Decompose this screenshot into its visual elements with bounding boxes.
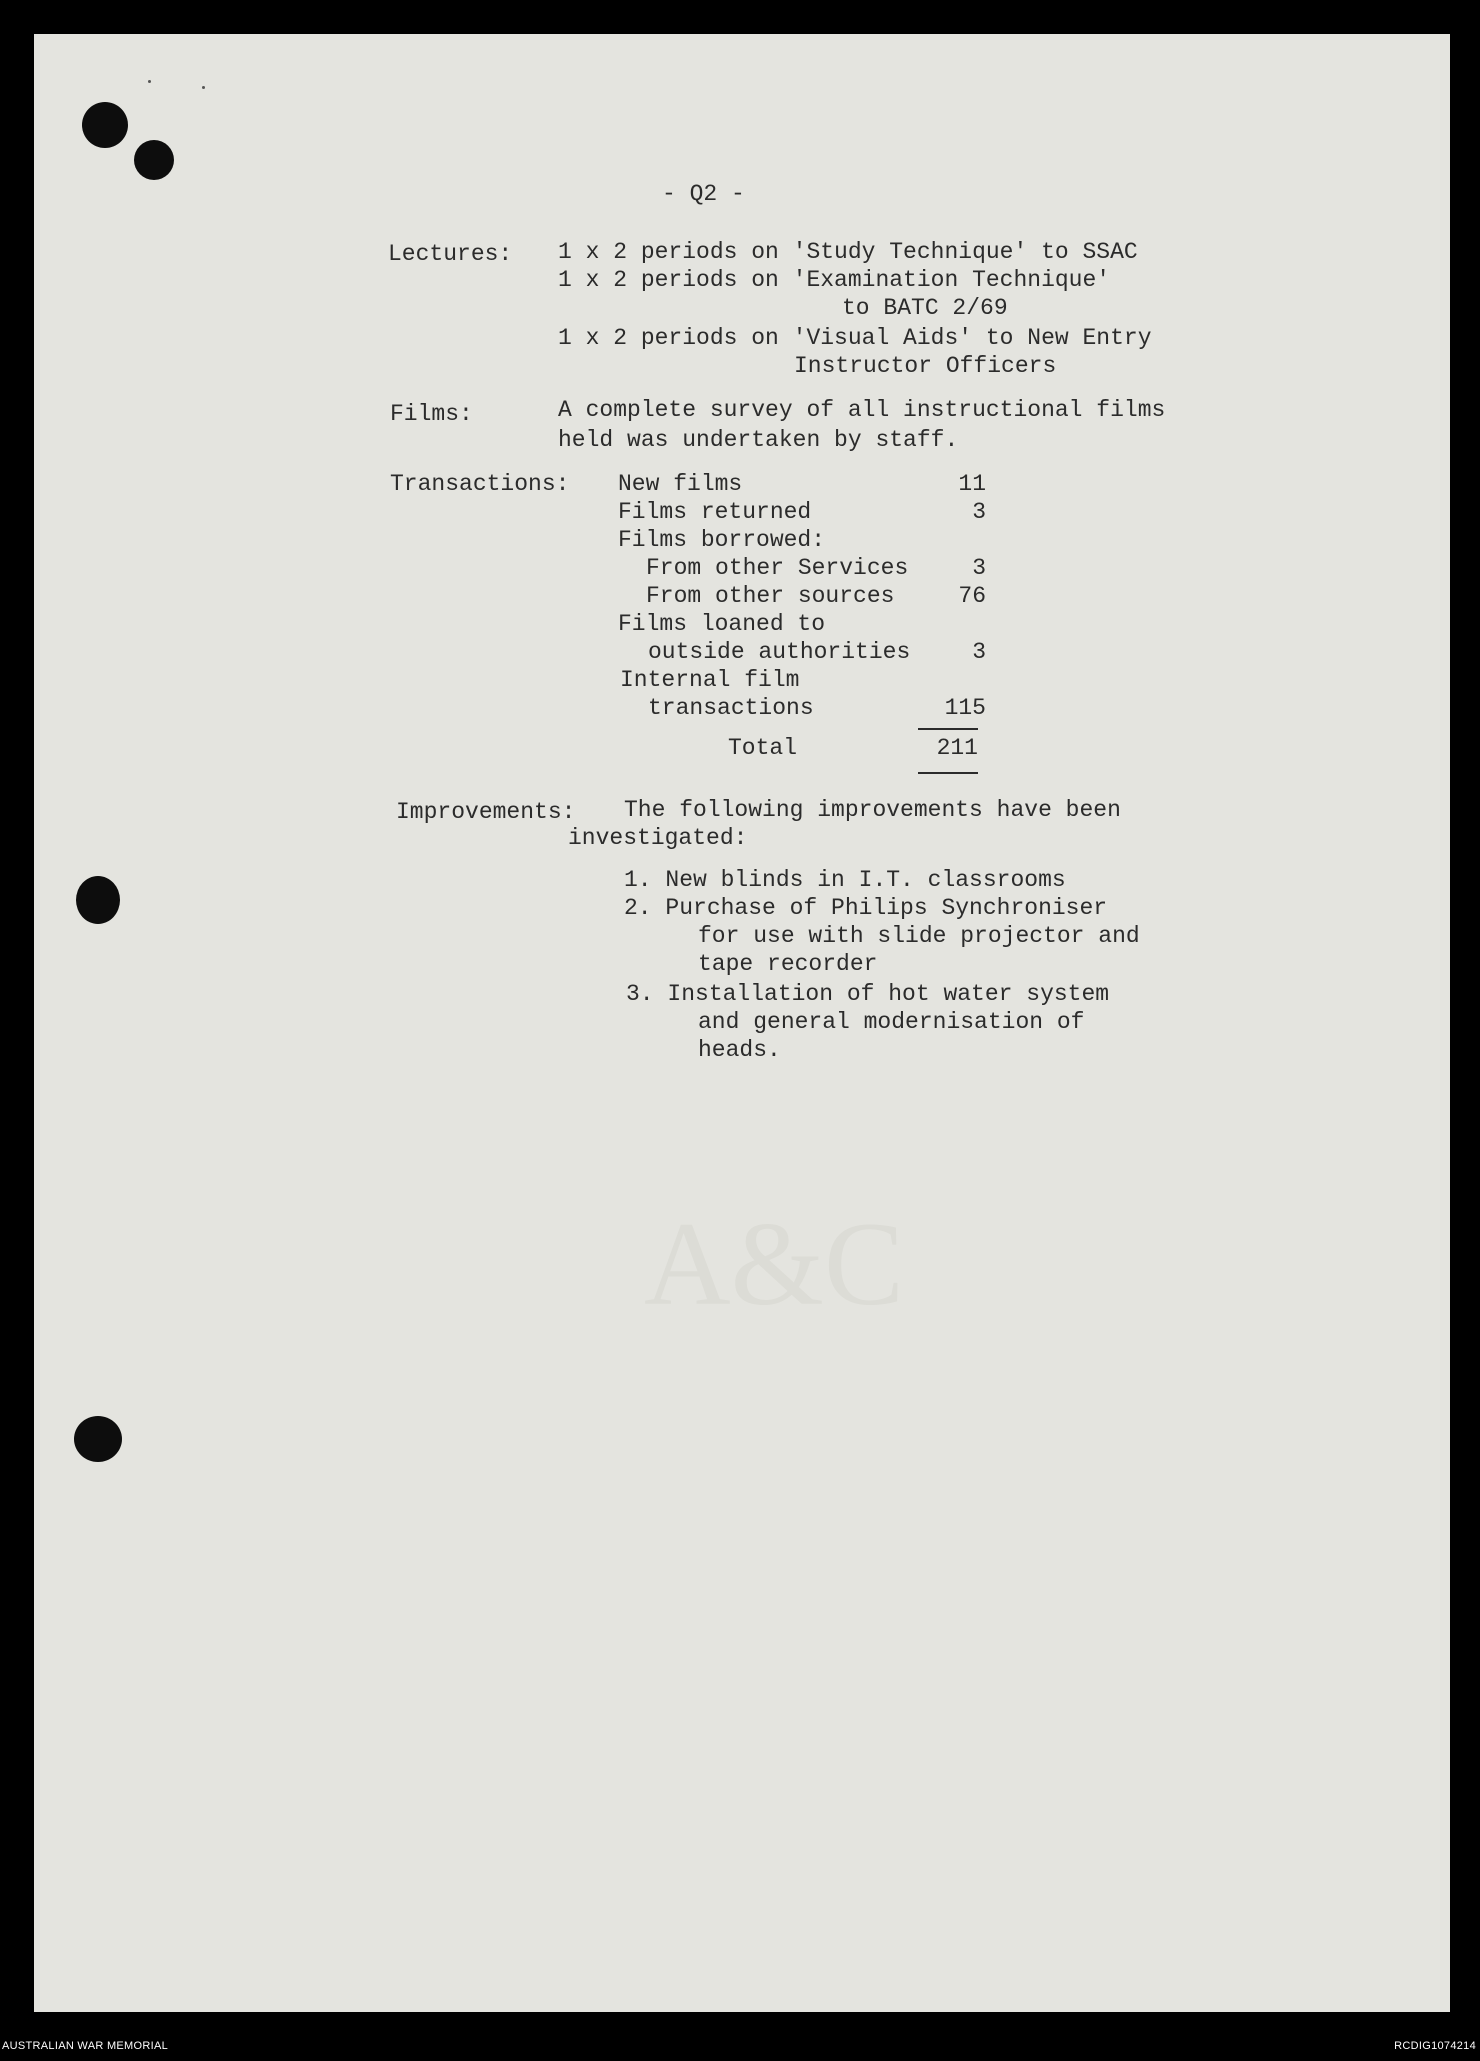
- improvements-intro: investigated:: [568, 825, 748, 851]
- punch-hole-middle: [76, 876, 120, 924]
- improvement-item: and general modernisation of: [698, 1009, 1085, 1035]
- transaction-value: 3: [972, 639, 986, 665]
- document-page: [34, 34, 1450, 2012]
- punch-hole-top-2: [134, 140, 174, 180]
- transaction-value: 76: [958, 583, 986, 609]
- lectures-line: Instructor Officers: [794, 353, 1057, 379]
- footer-archive-name: AUSTRALIAN WAR MEMORIAL: [2, 2040, 169, 2052]
- footer-record-id: RCDIG1074214: [1394, 2040, 1476, 2052]
- transaction-label: Internal film: [620, 667, 800, 693]
- punch-hole-bottom: [74, 1416, 122, 1462]
- paper-watermark: A&C: [643, 1197, 905, 1330]
- transaction-label: Films returned: [618, 499, 812, 525]
- lectures-label: Lectures:: [388, 241, 513, 267]
- lectures-line: 1 x 2 periods on 'Examination Technique': [558, 267, 1111, 293]
- total-rule-top: [918, 728, 978, 730]
- films-label: Films:: [390, 401, 473, 427]
- transaction-label: Films borrowed:: [618, 527, 826, 553]
- transaction-label: outside authorities: [648, 639, 911, 665]
- improvement-item: 1. New blinds in I.T. classrooms: [624, 867, 1066, 893]
- lectures-line: to BATC 2/69: [842, 295, 1008, 321]
- films-line: A complete survey of all instructional films: [558, 397, 1166, 423]
- improvement-item: heads.: [698, 1037, 781, 1063]
- transaction-label: transactions: [648, 695, 814, 721]
- films-line: held was undertaken by staff.: [558, 427, 959, 453]
- improvements-label: Improvements:: [396, 799, 576, 825]
- paper-speck: [148, 80, 151, 83]
- transaction-value: 3: [972, 555, 986, 581]
- improvement-item: 3. Installation of hot water system: [626, 981, 1110, 1007]
- improvement-item: for use with slide projector and: [698, 923, 1140, 949]
- improvements-intro: The following improvements have been: [624, 797, 1121, 823]
- lectures-line: 1 x 2 periods on 'Study Technique' to SSAC: [558, 239, 1138, 265]
- total-label: Total: [728, 735, 798, 761]
- improvement-item: 2. Purchase of Philips Synchroniser: [624, 895, 1108, 921]
- transaction-value: 115: [944, 695, 986, 721]
- page-heading: - Q2 -: [662, 181, 745, 207]
- transaction-value: 3: [972, 499, 986, 525]
- transaction-label: Films loaned to: [618, 611, 826, 637]
- transaction-label: New films: [618, 471, 743, 497]
- total-rule-bottom: [918, 772, 978, 774]
- transactions-label: Transactions:: [390, 471, 570, 497]
- punch-hole-top-1: [82, 102, 128, 148]
- transaction-label: From other Services: [646, 555, 909, 581]
- improvement-item: tape recorder: [698, 951, 878, 977]
- total-value: 211: [936, 735, 978, 761]
- transaction-value: 11: [958, 471, 986, 497]
- paper-speck: [202, 86, 205, 89]
- lectures-line: 1 x 2 periods on 'Visual Aids' to New Entry: [558, 325, 1152, 351]
- transaction-label: From other sources: [646, 583, 895, 609]
